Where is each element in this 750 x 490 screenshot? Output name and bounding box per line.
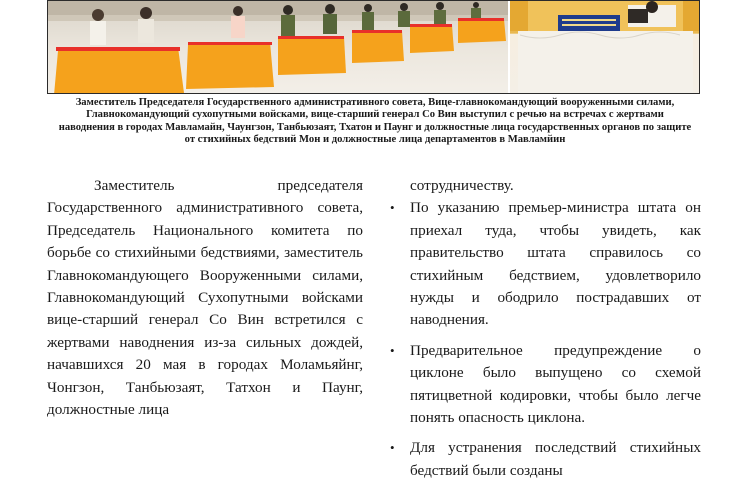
bullet-icon: • (390, 200, 395, 216)
bullet-icon: • (390, 440, 395, 456)
bullet-item (387, 340, 701, 430)
paragraph-continuation: сотрудничеству. (410, 177, 514, 194)
bullet-icon: • (390, 342, 395, 358)
speaker-podium-photo (510, 1, 700, 93)
bullet-text: Для устранения последствий стихийных бедствий были созданы (410, 439, 701, 479)
photo-strip (47, 0, 700, 94)
bullet-text: Предварительное предупреждение о циклоне было выпущено со схемой пятицветной кодировки, чтобы было легче понять опасность циклона. (410, 341, 701, 427)
meeting-hall-photo (48, 1, 508, 93)
bullet-list (387, 197, 701, 482)
photo-caption: Заместитель Председателя Государственного административного совета, Вице-главнокомандующий вооруженными силами, Главнокомандующий сухопутными войсками, вице-старший генерал Со Вин выступил с речью на встречах с жертвами наводнения в городах Мавламайн, Чаунгзон, Танбьюзаят, Тхатон и Паунг и должностные лица государственных органов по защите от стихийных бедствий Мон и должностные лица департаментов в Мавламйин (58, 97, 692, 146)
article-right-column (387, 175, 701, 490)
bullet-text: По указанию премьер-министра штата он приехал туда, чтобы увидеть, как правительство штата справилось со стихийным бедствием, удовлетворило нужды и ободрило пострадавших от наводнения. (410, 199, 701, 329)
bullet-item (387, 197, 701, 331)
article-left-column: Заместитель председателя Государственного административного совета, Председатель Национального комитета по борьбе со стихийными бедствиями, заместитель Главнокомандующего Вооруженными силами, Главнокомандующий Сухопутными войсками вице-старший генерал Со Вин встретился с жертвами наводнения из-за сильных дождей, начавшихся 20 мая в городах Моламьяйнг, Чонгзон, Танбьюзаят, Татхон и Паунг, должностные лица (47, 177, 363, 419)
